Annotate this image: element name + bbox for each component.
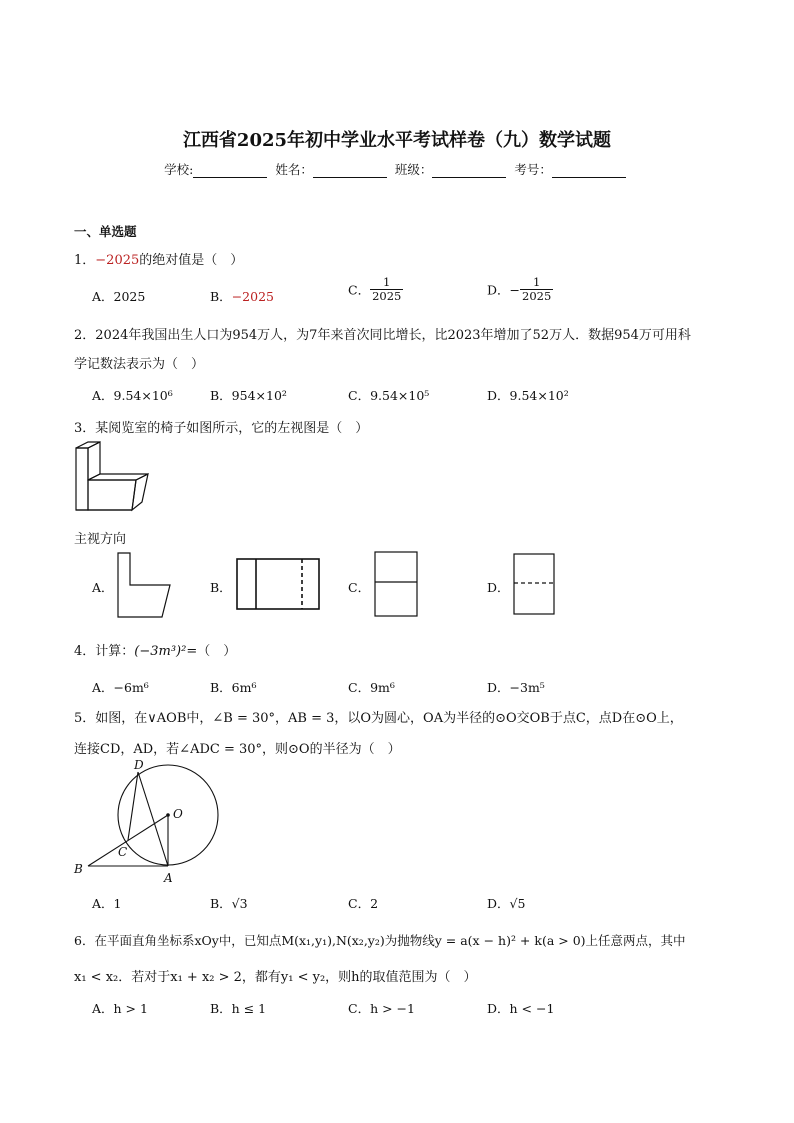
q1-option-a: A．2025 (92, 289, 146, 304)
q2-option-a: A．9.54×10⁶ (92, 388, 173, 403)
school-label: 学校: (164, 162, 194, 177)
q3-option-c-figure (374, 551, 418, 617)
student-info-line (0, 160, 794, 178)
question-2-line-1: 2．2024年我国出生人口为954万人，为7年来首次同比增长，比2023年增加了52万人．数据954万可用科 (74, 328, 691, 343)
question-3: 3．某阅览室的椅子如图所示，它的左视图是（ ） (74, 421, 369, 436)
page-title: 江西省2025年初中学业水平考试样卷（九）数学试题 (182, 130, 612, 151)
q5-option-d: D．√5 (487, 896, 526, 911)
q5-option-c: C．2 (348, 896, 379, 911)
section-heading: 一、单选题 (74, 224, 137, 239)
q1-option-b: B．−2025 (210, 289, 274, 304)
q3-option-b-figure (236, 558, 320, 610)
q1-text: 的绝对值是（ ） (139, 253, 244, 268)
point-d-label: D (134, 758, 144, 772)
q1-option-c: C． $\frac{1}{2025}$ (348, 275, 402, 303)
q5-option-b: B．√3 (210, 896, 248, 911)
point-b-label: B (74, 862, 83, 876)
q3-option-a-figure (116, 551, 174, 619)
q3-option-b-label: B． (210, 580, 232, 595)
q4-label: 4．计算： (74, 644, 135, 659)
q4-tail: =（ ） (186, 644, 237, 659)
q4-expression: (−3m³)² (134, 644, 187, 659)
number-blank (552, 165, 626, 178)
question-5-line-2: 连接CD，AD，若∠ADC = 30°，则⊙O的半径为（ ） (74, 742, 401, 757)
q3-option-c-label: C． (348, 580, 371, 595)
q5-option-a: A．1 (92, 896, 122, 911)
class-blank (432, 165, 506, 178)
point-o-label: O (173, 807, 183, 821)
q3-option-a-label: A． (92, 580, 114, 595)
q6-option-c: C．h > −1 (348, 1001, 415, 1016)
name-label: 姓名： (275, 162, 313, 177)
point-a-label: A (164, 871, 173, 885)
q3-option-d-label: D． (487, 580, 510, 595)
number-label: 考号： (514, 162, 552, 177)
q6-option-d: D．h < −1 (487, 1001, 555, 1016)
q6-option-a: A．h > 1 (92, 1001, 148, 1016)
q1-option-d: D．− $\frac{1}{2025}$ (487, 275, 552, 303)
question-6-line-1: 6．在平面直角坐标系xOy中，已知点M(x₁,y₁),N(x₂,y₂)为抛物线y = a(x − h)² + k(a > 0)上任意两点，其中 (74, 933, 686, 948)
q6-option-b: B．h ≤ 1 (210, 1001, 267, 1016)
q4-option-a: A．−6m⁶ (92, 680, 149, 695)
question-6-line-2: x₁ < x₂．若对于x₁ + x₂ > 2，都有y₁ < y₂，则h的取值范围为（ ） (74, 970, 477, 985)
circle-geometry-figure (70, 758, 230, 886)
school-blank (193, 165, 267, 178)
question-4 (74, 640, 236, 659)
chair-figure (74, 440, 154, 520)
point-c-label: C (118, 845, 128, 859)
q1-expression: −2025 (95, 253, 140, 268)
q3-figure-caption: 主视方向 (74, 532, 127, 547)
question-2-line-2: 学记数法表示为（ ） (74, 357, 205, 372)
q2-option-b: B．954×10² (210, 388, 287, 403)
question-1 (74, 249, 243, 268)
name-blank (313, 165, 387, 178)
q1-number: 1． (74, 253, 96, 268)
q2-option-d: D．9.54×10² (487, 388, 569, 403)
q4-option-d: D．−3m⁵ (487, 680, 545, 695)
class-label: 班级： (394, 162, 433, 177)
q4-option-b: B．6m⁶ (210, 680, 257, 695)
q3-option-d-figure (513, 553, 555, 615)
q4-option-c: C．9m⁶ (348, 680, 395, 695)
q2-option-c: C．9.54×10⁵ (348, 388, 430, 403)
question-5-line-1: 5．如图，在∨AOB中，∠B = 30°，AB = 3，以O为圆心，OA为半径的⊙O交OB于点C，点D在⊙O上， (74, 711, 683, 726)
